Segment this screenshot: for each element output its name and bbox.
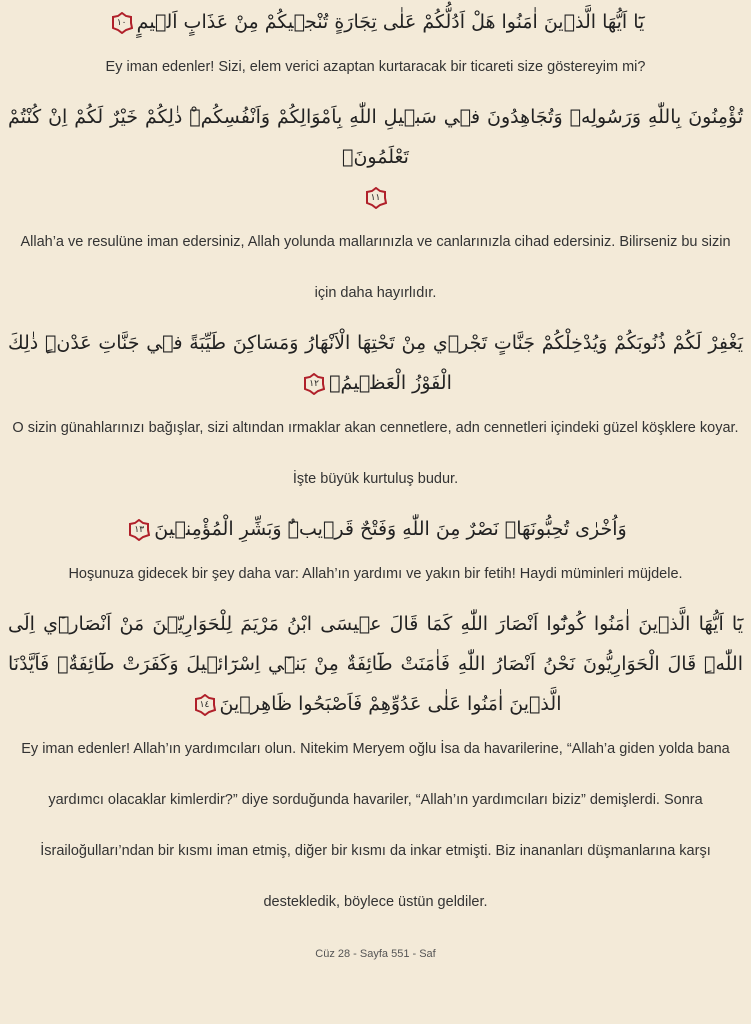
arabic-text: يَغْفِرْ لَكُمْ ذُنُوبَكُمْ وَيُدْخِلْكُمْ جَنَّاتٍ تَجْر۪ي مِنْ تَحْتِهَا الْاَنْهَارُ وَمَسَاكِنَ طَيِّبَةً ف۪ي جَنَّاتِ عَدْنٍۜ ذٰلِكَ الْفَوْزُ الْعَظ۪يمُۙ ١٢ (8, 332, 743, 394)
arabic-text: وَاُخْرٰى تُحِبُّونَهَاۜ نَصْرٌ مِنَ اللّٰهِ وَفَتْحٌ قَر۪يبٌۜ وَبَشِّرِ الْمُؤْمِن۪ينَ ١٣ (8, 509, 743, 549)
verse-10 (8, 2, 743, 93)
arabic-text: يَٓا اَيُّهَا الَّذ۪ينَ اٰمَنُوا كُونُٓوا اَنْصَارَ اللّٰهِ كَمَا قَالَ ع۪يسَى ابْنُ مَرْيَمَ لِلْحَوَارِيّ۪نَ مَنْ اَنْصَار۪ٓي اِلَى اللّٰهِۜ قَالَ الْحَوَارِيُّونَ نَحْنُ اَنْصَارُ اللّٰهِ فَاٰمَنَتْ طَٓائِفَةٌ مِنْ بَن۪ٓي اِسْرَٓائ۪يلَ وَكَفَرَتْ طَٓائِفَةٌۚ فَاَيَّدْنَا الَّذ۪ينَ اٰمَنُوا عَلٰى عَدُوِّهِمْ فَاَصْبَحُوا ظَاهِر۪ينَ ١٤ (8, 613, 743, 715)
verse-marker: ١٢ (303, 373, 325, 395)
translation-text: Hoşunuza gidecek bir şey daha var: Allah’ın yardımı ve yakın bir fetih! Haydi müminleri müjdele. (68, 566, 683, 582)
verse-marker-row (8, 177, 743, 217)
verse-12 (8, 323, 743, 505)
verse-13 (8, 509, 743, 600)
verse-marker: ١٣ (128, 519, 150, 541)
translation-text: Allah’a ve resulüne iman edersiniz, Allah yolunda mallarınızla ve canlarınızla cihad edersiniz. Bilirseniz bu sizin için daha hayırlıdır. (20, 234, 731, 301)
translation-text: Ey iman edenler! Sizi, elem verici azaptan kurtaracak bir ticareti size göstereyim mi? (105, 59, 646, 75)
translation-text: O sizin günahlarınızı bağışlar, sizi altından ırmaklar akan cennetlere, adn cennetleri içindeki güzel köşklere koyar. İşte büyük kurtuluş budur. (12, 420, 739, 487)
arabic-text: يَٓا اَيُّهَا الَّذ۪ينَ اٰمَنُوا هَلْ اَدُلُّكُمْ عَلٰى تِجَارَةٍ تُنْج۪يكُمْ مِنْ عَذَابٍ اَل۪يمٍ ١٠ (8, 2, 743, 42)
verse-14 (8, 604, 743, 928)
verse-marker: ١١ (365, 187, 387, 209)
arabic-text: تُؤْمِنُونَ بِاللّٰهِ وَرَسُولِه۪ وَتُجَاهِدُونَ ف۪ي سَب۪يلِ اللّٰهِ بِاَمْوَالِكُمْ وَاَنْفُسِكُمْۜ ذٰلِكُمْ خَيْرٌ لَكُمْ اِنْ كُنْتُمْ تَعْلَمُونَۙ (8, 106, 743, 168)
verse-marker: ١٠ (111, 12, 133, 34)
verse-marker: ١٤ (194, 694, 216, 716)
page-footer: Cüz 28 - Sayfa 551 - Saf (315, 948, 436, 960)
translation-text: Ey iman edenler! Allah’ın yardımcıları olun. Nitekim Meryem oğlu İsa da havarilerine, “Allah’a giden yolda bana yardımcı olacaklar kimlerdir?” diye sorduğunda havariler, “Allah’ın yardımcıları biziz” demişlerdi. Sonra İsrailoğulları’ndan bir kısmı iman etmiş, diğer bir kısmı da inkar etmişti. Biz inananları düşmanlarına karşı destekledik, böylece üstün geldiler. (21, 741, 730, 910)
verse-11 (8, 97, 743, 319)
